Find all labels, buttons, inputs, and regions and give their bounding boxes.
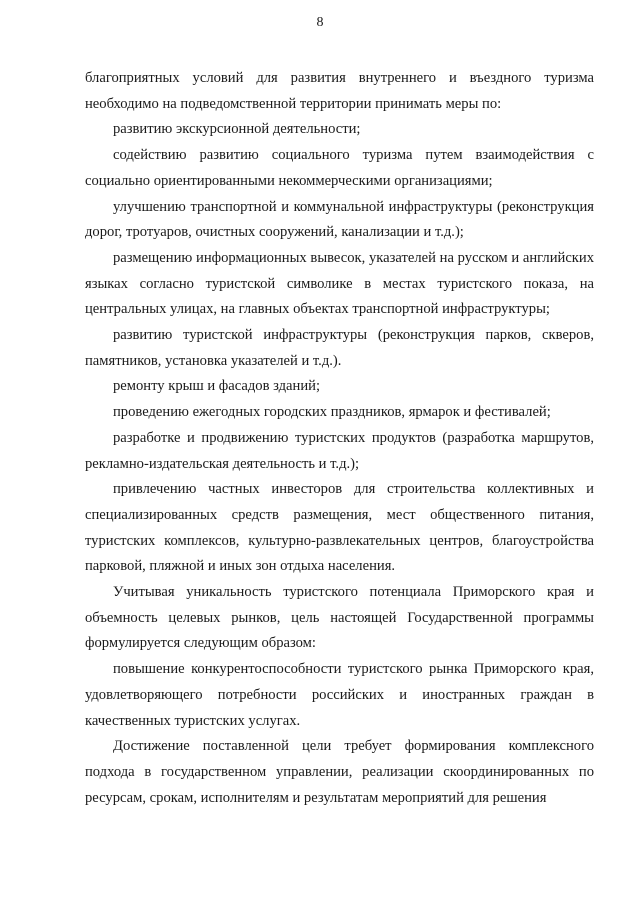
paragraph-approach: Достижение поставленной цели требует формирования комплексного подхода в государственном управлении, реализации скоординированных по ресурсам, срокам, исполнителям и результатам мероприятий для решения bbox=[85, 738, 594, 806]
paragraph-goal: повышение конкурентоспособности туристского рынка Приморского края, удовлетворяющего потребности российских и иностранных граждан в качественных туристских услугах. bbox=[85, 661, 594, 729]
document-body bbox=[85, 66, 594, 811]
paragraph-excursion: развитию экскурсионной деятельности; bbox=[113, 121, 361, 138]
page-number: 8 bbox=[316, 15, 324, 30]
paragraph-roof-repair: ремонту крыш и фасадов зданий; bbox=[113, 378, 320, 395]
paragraph-investors: привлечению частных инвесторов для строительства коллективных и специализированных средств размещения, мест общественного питания, туристских комплексов, культурно-развлекательных центров, благоустройства парковой, пляжной и иных зон отдыха населения. bbox=[85, 481, 594, 575]
paragraph-continuation: благоприятных условий для развития внутреннего и въездного туризма необходимо на подведомственной территории принимать меры по: bbox=[85, 70, 594, 112]
paragraph-tourist-products: разработке и продвижению туристских продуктов (разработка маршрутов, рекламно-издательская деятельность и т.д.); bbox=[85, 429, 594, 472]
paragraph-infrastructure: улучшению транспортной и коммунальной инфраструктуры (реконструкция дорог, тротуаров, очистных сооружений, канализации и т.д.); bbox=[85, 198, 594, 241]
paragraph-tourist-infrastructure: развитию туристской инфраструктуры (реконструкция парков, скверов, памятников, установка указателей и т.д.). bbox=[85, 327, 594, 369]
paragraph-goal-intro: Учитывая уникальность туристского потенциала Приморского края и объемность целевых рынков, цель настоящей Государственной программы формулируется следующим образом: bbox=[85, 584, 594, 652]
paragraph-festivals: проведению ежегодных городских праздников, ярмарок и фестивалей; bbox=[113, 404, 551, 421]
paragraph-signage: размещению информационных вывесок, указателей на русском и английских языках согласно туристской символике в местах туристского показа, на центральных улицах, на главных объектах транспортной инфраструктуры; bbox=[85, 249, 594, 318]
paragraph-social-tourism: содействию развитию социального туризма путем взаимодействия с социально ориентированными некоммерческими организациями; bbox=[85, 147, 594, 189]
